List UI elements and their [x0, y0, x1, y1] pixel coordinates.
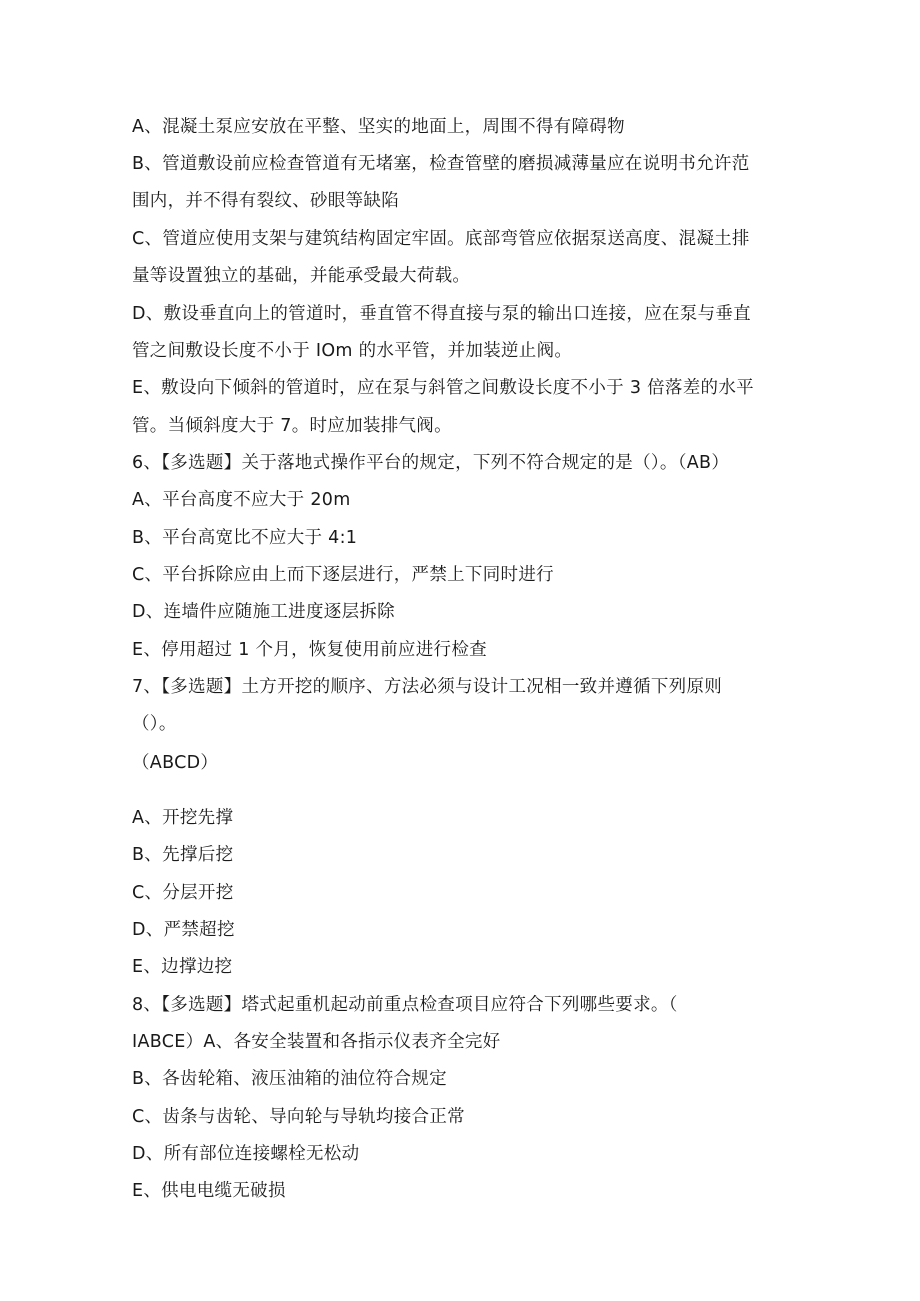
option-5-b-line-2: 围内，并不得有裂纹、砂眼等缺陷	[132, 191, 399, 211]
question-7-line-1: 7、【多选题】土方开挖的顺序、方法必须与设计工况相一致并遵循下列原则	[132, 677, 723, 697]
option-7-e: E、边撑边挖	[132, 957, 233, 977]
option-7-c: C、分层开挖	[132, 883, 234, 903]
option-5-e-line-1: E、敷设向下倾斜的管道时，应在泵与斜管之间敷设长度不小于 3 倍落差的水平	[132, 378, 754, 398]
option-7-b: B、先撑后挖	[132, 845, 234, 865]
option-5-d-line-1: D、敷设垂直向上的管道时，垂直管不得直接与泵的输出口连接，应在泵与垂直	[132, 304, 751, 324]
option-5-a: A、混凝土泵应安放在平整、坚实的地面上，周围不得有障碍物	[132, 117, 625, 137]
option-8-c: C、齿条与齿轮、导向轮与导轨均接合正常	[132, 1107, 465, 1127]
option-5-b-line-1: B、管道敷设前应检查管道有无堵塞，检查管壁的磨损减薄量应在说明书允许范	[132, 154, 750, 174]
option-7-a: A、开挖先撑	[132, 808, 234, 828]
question-7-line-2: （）。	[132, 714, 177, 734]
question-8-line-2: IABCE）A、各安全装置和各指示仪表齐全完好	[132, 1032, 501, 1052]
option-8-e: E、供电电缆无破损	[132, 1181, 286, 1201]
question-6: 6、【多选题】关于落地式操作平台的规定，下列不符合规定的是（）。（AB）	[132, 453, 730, 473]
option-5-c-line-1: C、管道应使用支架与建筑结构固定牢固。底部弯管应依据泵送高度、混凝土排	[132, 229, 750, 249]
question-7-answer: （ABCD）	[132, 753, 219, 773]
option-6-d: D、连墙件应随施工进度逐层拆除	[132, 602, 395, 622]
option-6-a: A、平台高度不应大于 20m	[132, 490, 351, 510]
option-6-c: C、平台拆除应由上而下逐层进行，严禁上下同时进行	[132, 565, 554, 585]
option-7-d: D、严禁超挖	[132, 920, 235, 940]
option-5-d-line-2: 管之间敷设长度不小于 IOm 的水平管，并加装逆止阀。	[132, 341, 573, 361]
option-6-b: B、平台高宽比不应大于 4:1	[132, 528, 358, 548]
option-6-e: E、停用超过 1 个月，恢复使用前应进行检查	[132, 640, 487, 660]
option-8-b: B、各齿轮箱、液压油箱的油位符合规定	[132, 1069, 447, 1089]
option-5-c-line-2: 量等设置独立的基础，并能承受最大荷载。	[132, 266, 471, 286]
option-5-e-line-2: 管。当倾斜度大于 7。时应加装排气阀。	[132, 416, 452, 436]
question-8-line-1: 8、【多选题】塔式起重机起动前重点检查项目应符合下列哪些要求。（	[132, 995, 678, 1015]
option-8-d: D、所有部位连接螺栓无松动	[132, 1144, 360, 1164]
